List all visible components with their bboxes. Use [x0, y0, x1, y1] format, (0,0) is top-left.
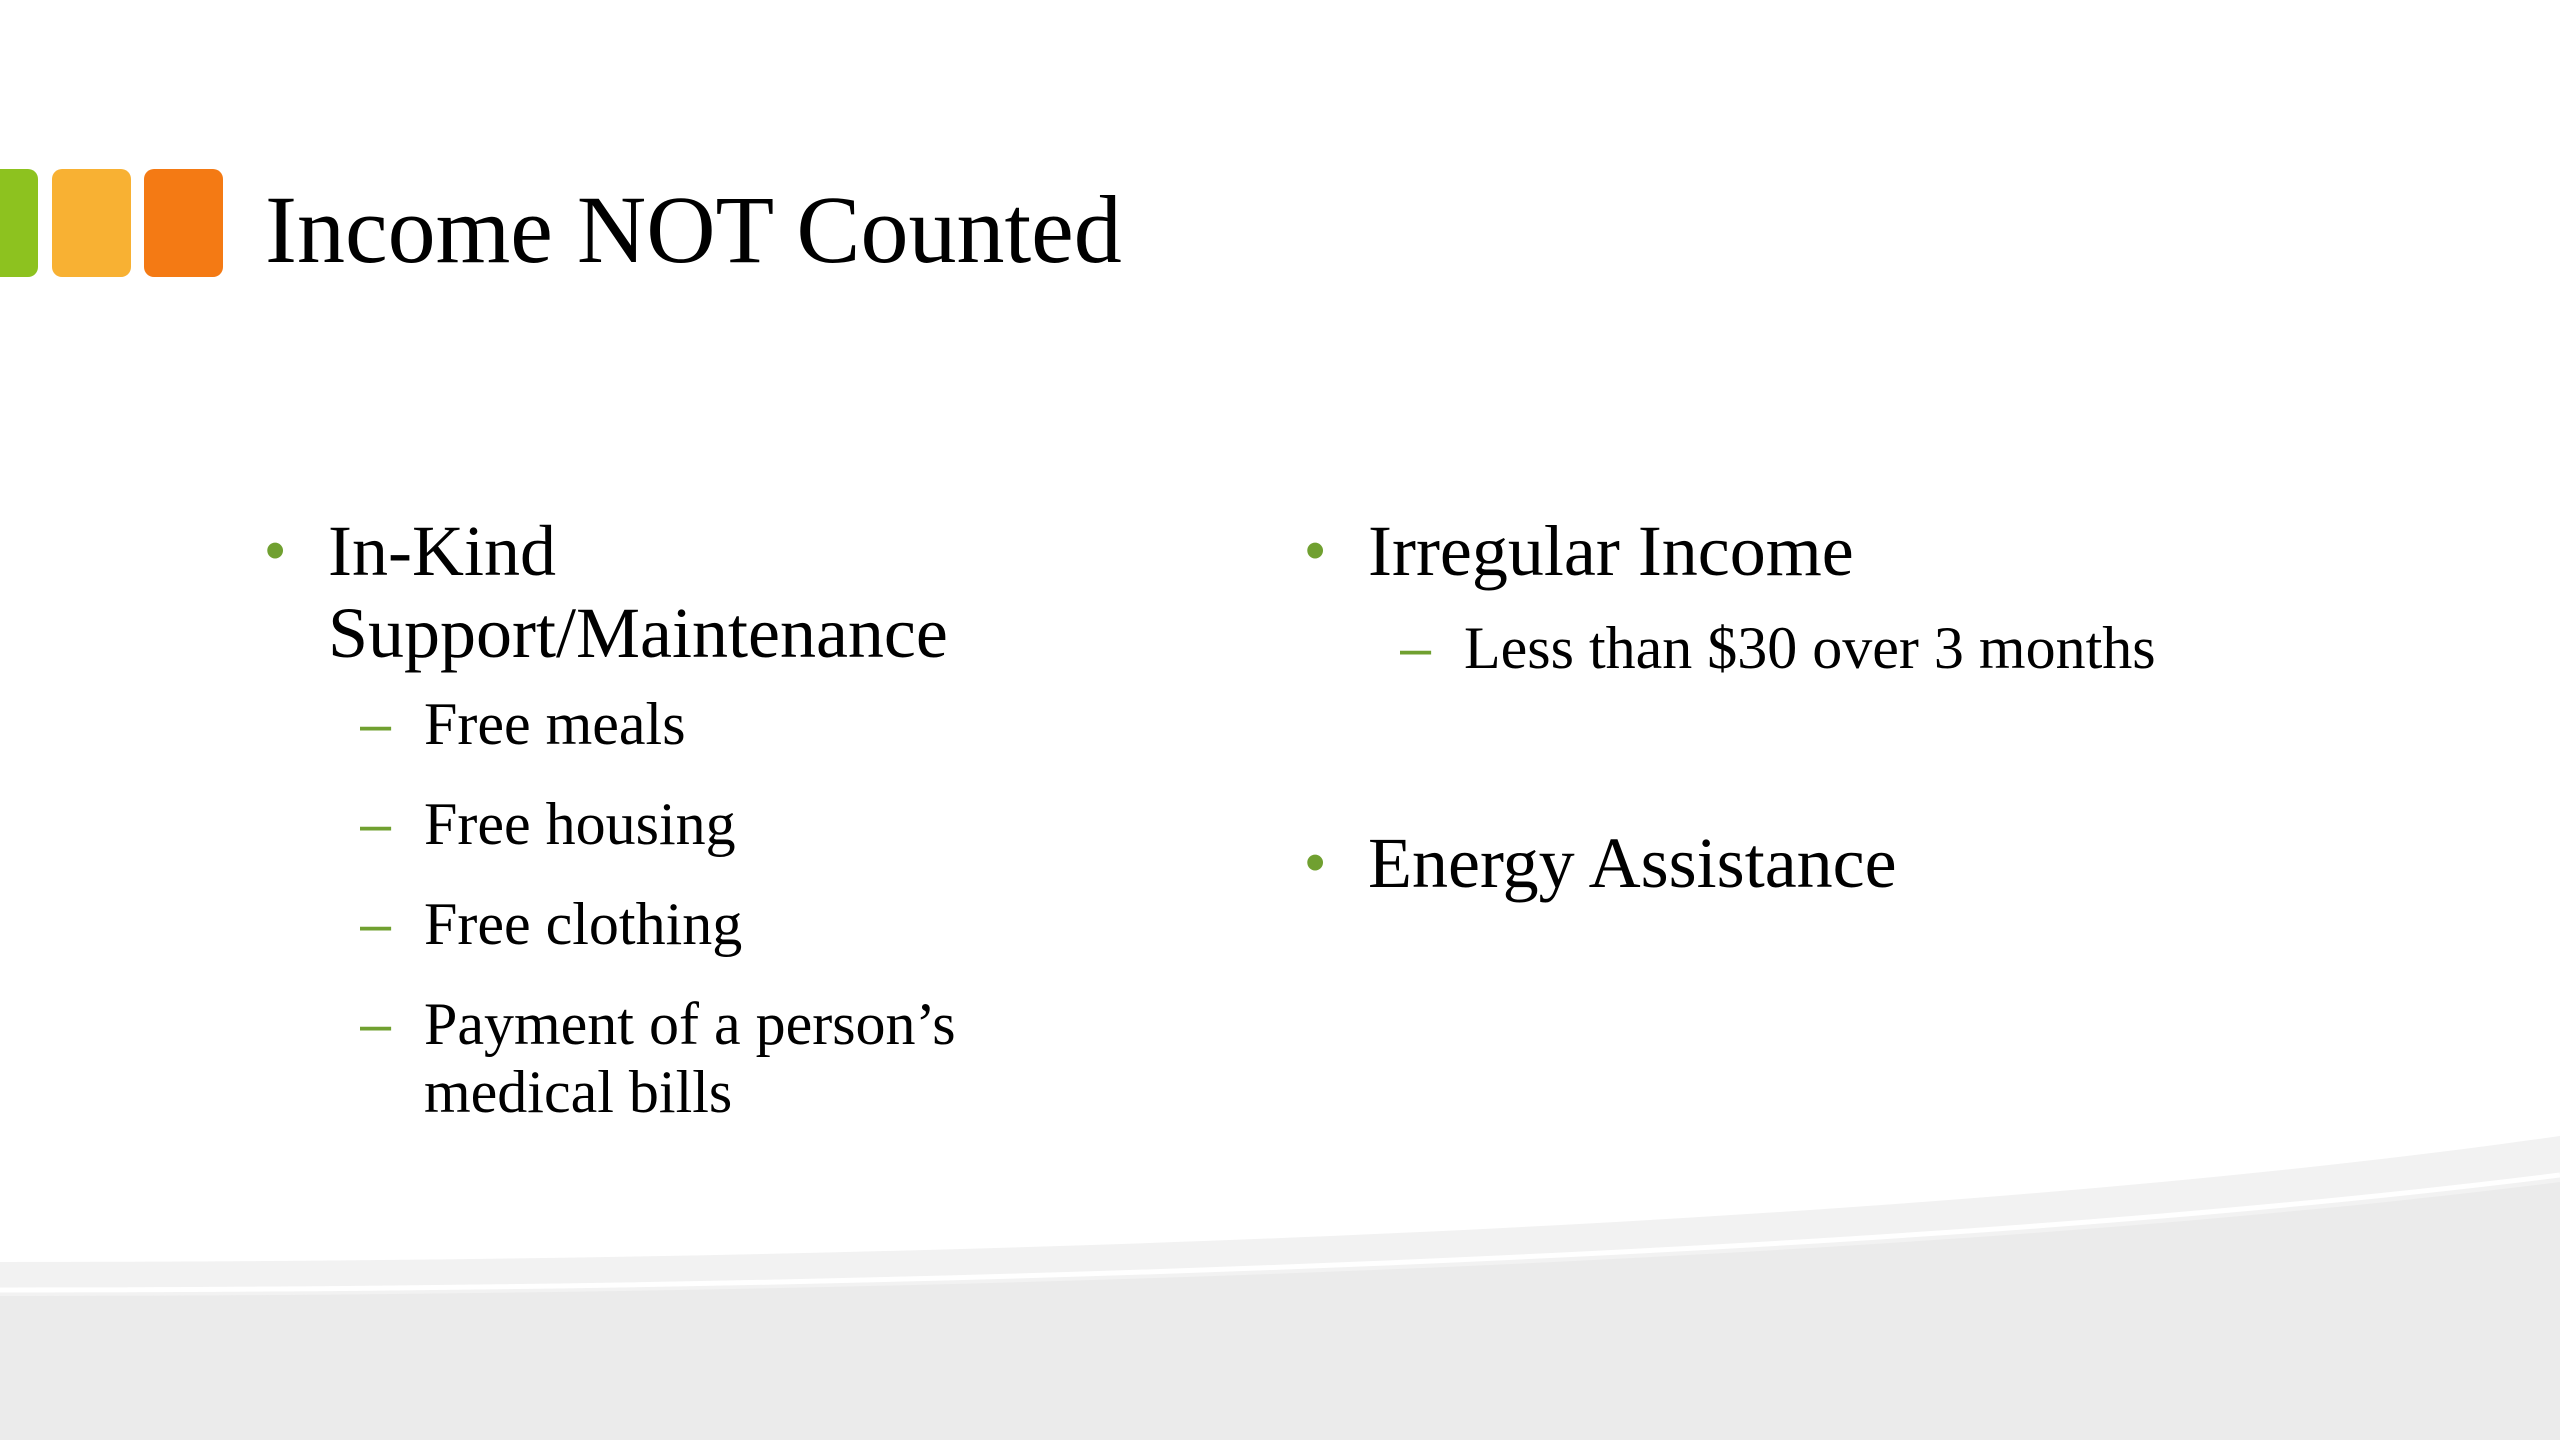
sub-item-medical-bills [360, 990, 1064, 1126]
dash-marker: – [1400, 616, 1432, 679]
bullet-marker: • [265, 518, 286, 583]
right-column [1305, 510, 2405, 904]
dash-marker: – [360, 892, 392, 955]
bullet-in-kind-support [265, 510, 1165, 674]
bullet-energy-assistance [1305, 822, 2405, 904]
dash-marker: – [360, 792, 392, 855]
dash-marker: – [360, 692, 392, 755]
accent-block-orange [144, 169, 223, 277]
sub-item-less-than-30 [1400, 614, 2405, 682]
dash-marker: – [360, 992, 392, 1055]
left-column [265, 510, 1165, 1158]
sub-item-free-clothing [360, 890, 1165, 958]
sub-item-free-meals [360, 690, 1165, 758]
sub-item-text: Free clothing [424, 891, 743, 957]
accent-block-yellow [52, 169, 131, 277]
bullet-text: Irregular Income [1368, 511, 1854, 591]
bullet-irregular-income [1305, 510, 2405, 592]
slide-title: Income NOT Counted [265, 176, 1122, 283]
bullet-text: Energy Assistance [1368, 823, 1897, 903]
bullet-marker: • [1305, 830, 1326, 895]
sub-list-in-kind [265, 690, 1165, 1126]
sub-item-text: Payment of a person’s medical bills [424, 991, 956, 1125]
sub-item-text: Free housing [424, 791, 736, 857]
sub-item-text: Less than $30 over 3 months [1464, 615, 2156, 681]
accent-block-green [0, 169, 38, 277]
sub-item-free-housing [360, 790, 1165, 858]
sub-list-irregular-income [1305, 614, 2405, 682]
bullet-text: In-Kind Support/Maintenance [328, 511, 948, 673]
bullet-marker: • [1305, 518, 1326, 583]
sub-item-text: Free meals [424, 691, 686, 757]
